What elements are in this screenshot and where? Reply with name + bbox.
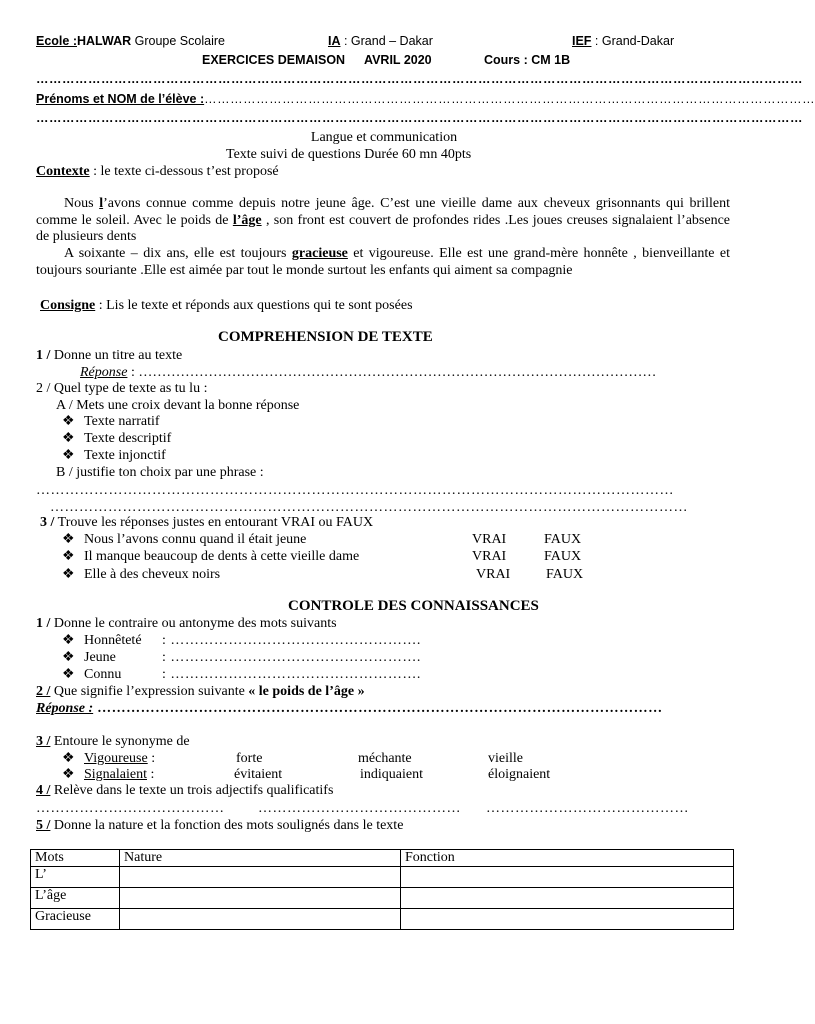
table-cell-fonction[interactable] [401, 867, 734, 888]
diamond-bullet-icon: ❖ [62, 667, 75, 682]
diamond-bullet-icon: ❖ [62, 549, 75, 564]
antonym-answer[interactable]: : ……………………………………………. [162, 650, 421, 665]
knowledge-question-1 [36, 615, 337, 632]
statement-row [62, 531, 306, 548]
question-number: 1 / [36, 616, 51, 631]
contexte-text: : le texte ci-dessous t’est proposé [89, 164, 279, 179]
option-label: Texte narratif [84, 414, 160, 429]
question-text: Donne un titre au texte [50, 348, 183, 363]
student-name-dots: …………………………………………………………………………………………………………………………… [204, 92, 815, 106]
section-title-connaissances: CONTROLE DES CONNAISSANCES [288, 598, 539, 614]
consigne-line [40, 297, 413, 314]
answer-dots: : ………………………………………………………………………………………………… [127, 365, 657, 380]
synonym-row [62, 766, 154, 783]
knowledge-question-2 [36, 683, 365, 700]
question-number: 3 / [36, 734, 51, 749]
table-row [31, 909, 734, 930]
ecole-rest: Groupe Scolaire [131, 34, 225, 48]
table-header: Mots [31, 850, 120, 867]
underlined-word-gracieuse: gracieuse [291, 246, 348, 261]
statement-row [62, 566, 220, 583]
question-number: 2 / [36, 684, 51, 699]
vrai-choice[interactable]: VRAI [472, 549, 507, 564]
question-1 [36, 347, 182, 364]
question-2b: B / justifie ton choix par une phrase : [56, 465, 264, 480]
answer-dots-justify-1[interactable]: …………………………………………………………………………………………………………………… [36, 483, 674, 498]
passage-paragraph-1 [36, 196, 730, 246]
question-text: Donne le contraire ou antonyme des mots suivants [50, 616, 337, 631]
statement-text: Il manque beaucoup de dents à cette vieille dame [84, 549, 360, 564]
diamond-bullet-icon: ❖ [62, 751, 75, 766]
synonym-choice[interactable]: forte [236, 751, 263, 766]
synonym-choice[interactable]: évitaient [234, 767, 283, 782]
separator-dots-1: …………………………………………………………………………………………………………………………………………………………… [36, 72, 803, 86]
contexte-line [36, 163, 279, 180]
underlined-word-lage: l’âge [232, 212, 262, 228]
table-row [31, 888, 734, 909]
ief-value: : Grand-Dakar [591, 34, 675, 48]
question-text: Trouve les réponses justes en entourant VRAI ou FAUX [54, 515, 374, 530]
antonym-word: Jeune [84, 650, 116, 665]
synonym-word: Signalaient [84, 767, 147, 782]
synonym-sep: : [147, 751, 156, 766]
antonym-row [62, 632, 142, 649]
student-name-line[interactable] [36, 92, 815, 106]
option-label: Texte descriptif [84, 431, 172, 446]
synonym-choice[interactable]: méchante [358, 751, 412, 766]
table-cell-nature[interactable] [120, 909, 401, 930]
ief-field [572, 34, 674, 48]
ecole-name: HALWAR [77, 34, 132, 48]
reponse-label: Réponse : [36, 701, 94, 716]
table-cell-nature[interactable] [120, 867, 401, 888]
antonym-answer[interactable]: : ……………………………………………. [162, 667, 421, 682]
faux-choice[interactable]: FAUX [544, 532, 582, 547]
reponse-label: Réponse [80, 365, 128, 380]
answer-dots-justify-2[interactable]: …………………………………………………………………………………………………………………… [50, 500, 688, 515]
faux-choice[interactable]: FAUX [544, 549, 582, 564]
passage-text: , son front est couvert de profondes rides .Les joues creuses signalaient l’absence de plusieurs dents [36, 212, 730, 244]
diamond-bullet-icon: ❖ [62, 431, 75, 446]
exercices-title: EXERCICES DEMAISON [202, 53, 346, 67]
question-text: Relève dans le texte un trois adjectifs qualificatifs [50, 783, 334, 798]
text-type-option[interactable] [62, 447, 166, 464]
diamond-bullet-icon: ❖ [62, 532, 75, 547]
faux-choice[interactable]: FAUX [546, 567, 584, 582]
contexte-label: Contexte [36, 164, 90, 179]
table-cell-word: L’âge [31, 888, 120, 909]
student-name-label: Prénoms et NOM de l’élève : [36, 92, 205, 106]
section-title-comprehension: COMPREHENSION DE TEXTE [218, 329, 433, 345]
underlined-word-l: l [99, 196, 104, 211]
ia-field [328, 34, 433, 48]
subject-title: Langue et communication [310, 130, 458, 145]
vrai-choice[interactable]: VRAI [476, 567, 511, 582]
knowledge-question-5 [36, 817, 403, 834]
antonym-row [62, 666, 121, 683]
question-number: 1 / [36, 348, 51, 363]
diamond-bullet-icon: ❖ [62, 650, 75, 665]
statement-row [62, 548, 359, 565]
answer-dots: ……………………………………………………………………………………………………… [93, 701, 663, 716]
synonym-word: Vigoureuse [84, 751, 148, 766]
question-number: 4 / [36, 783, 51, 798]
question-text: Entoure le synonyme de [50, 734, 190, 749]
adjective-answer-2[interactable]: …………………………………… [258, 801, 461, 816]
ecole-label: Ecole : [36, 34, 77, 48]
text-type-option[interactable] [62, 413, 160, 430]
question-2: 2 / Quel type de texte as tu lu : [36, 381, 208, 396]
knowledge-question-3 [36, 733, 190, 750]
passage-text: A soixante – dix ans, elle est toujours [64, 246, 292, 261]
statement-text: Elle à des cheveux noirs [84, 567, 221, 582]
synonym-row [62, 750, 155, 767]
answer-line-title[interactable] [80, 364, 656, 381]
synonym-choice[interactable]: éloignaient [488, 767, 551, 782]
table-cell-nature[interactable] [120, 888, 401, 909]
table-cell-fonction[interactable] [401, 909, 734, 930]
antonym-word: Connu [84, 667, 122, 682]
passage-text: et vigoureuse. Elle est une grand-mère honnête , bienveillante et toujours souriante .Elle est aimée par tout le monde surtout les enfants qui aiment sa compagnie [36, 246, 730, 278]
consigne-text: : Lis le texte et réponds aux questions qui te sont posées [95, 298, 413, 313]
question-2a: A / Mets une croix devant la bonne réponse [56, 398, 300, 413]
statement-text: Nous l’avons connu quand il était jeune [84, 532, 307, 547]
diamond-bullet-icon: ❖ [62, 414, 75, 429]
ief-label: IEF [572, 34, 592, 48]
passage-paragraph-2 [36, 246, 730, 279]
table-cell-word: L’ [31, 867, 120, 888]
adjective-answer-3[interactable]: …………………………………… [486, 801, 689, 816]
table-cell-word: Gracieuse [31, 909, 120, 930]
answer-line-expression[interactable] [36, 700, 726, 717]
exercise-date: AVRIL 2020 [364, 53, 432, 67]
synonym-choice[interactable]: indiquaient [360, 767, 423, 782]
question-3 [40, 514, 373, 531]
question-text: Que signifie l’expression suivante [50, 684, 249, 699]
text-type-option[interactable] [62, 430, 171, 447]
adjective-answer-1[interactable]: ………………………………… [36, 801, 225, 816]
synonym-sep: : [147, 767, 155, 782]
diamond-bullet-icon: ❖ [62, 567, 75, 582]
table-row [31, 867, 734, 888]
table-header-row [31, 850, 734, 867]
antonym-answer[interactable]: : ……………………………………………. [162, 633, 421, 648]
cours-label: Cours : CM 1B [484, 53, 571, 67]
ia-label: IA [328, 34, 341, 48]
subject-subtitle: Texte suivi de questions Durée 60 mn 40pts [226, 147, 472, 162]
diamond-bullet-icon: ❖ [62, 448, 75, 463]
expression-text: « le poids de l’âge » [248, 684, 365, 699]
ia-value: : Grand – Dakar [340, 34, 433, 48]
antonym-row [62, 649, 116, 666]
table-header: Nature [120, 850, 401, 867]
question-number: 5 / [36, 818, 51, 833]
separator-dots-2: …………………………………………………………………………………………………………………………………………………………… [36, 111, 803, 125]
synonym-choice[interactable]: vieille [488, 751, 523, 766]
diamond-bullet-icon: ❖ [62, 767, 75, 782]
table-header: Fonction [401, 850, 734, 867]
option-label: Texte injonctif [84, 448, 166, 463]
vrai-choice[interactable]: VRAI [472, 532, 507, 547]
school-line [36, 34, 225, 48]
nature-fonction-table [30, 849, 734, 930]
table-cell-fonction[interactable] [401, 888, 734, 909]
question-text: Donne la nature et la fonction des mots soulignés dans le texte [50, 818, 404, 833]
antonym-word: Honnêteté [84, 633, 142, 648]
passage-text: Nous [64, 196, 100, 211]
diamond-bullet-icon: ❖ [62, 633, 75, 648]
question-number: 3 / [40, 515, 55, 530]
knowledge-question-4 [36, 782, 333, 799]
passage-text: ’avons connue comme depuis notre jeune âge. C’est une vieille dame aux cheveux grisonnants qui brillent comme le soleil. Avec le poids de [36, 196, 730, 228]
consigne-label: Consigne [40, 298, 96, 313]
